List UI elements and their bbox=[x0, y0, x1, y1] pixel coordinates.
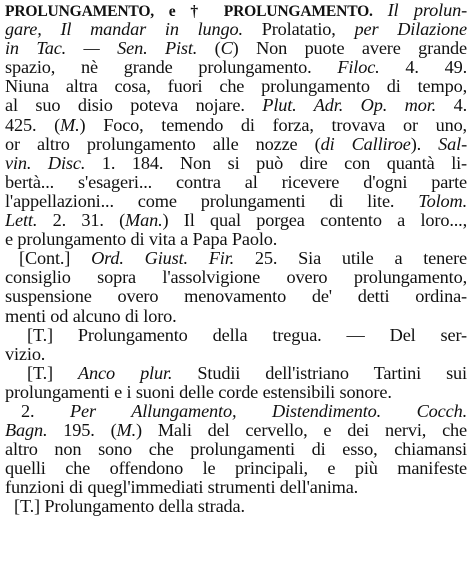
dictionary-entry bbox=[5, 1, 467, 517]
italic-text: in Tac. — Sen. Pist. bbox=[5, 39, 198, 59]
text-run: prolungamenti e i suoni delle corde estensibili sonore. bbox=[5, 382, 392, 402]
italic-text: M. bbox=[116, 421, 137, 441]
italic-text: Ord. Giust. Fir. bbox=[91, 249, 235, 269]
text-run: . bbox=[369, 3, 388, 20]
text-run: Niuna altra cosa, fuori che prolungamento di tempo, bbox=[5, 77, 467, 97]
italic-text: M. bbox=[60, 115, 80, 135]
text-run: [T.] Prolungamento della strada. bbox=[14, 497, 245, 517]
text-run: ( bbox=[197, 39, 221, 59]
italic-text: Bagn. bbox=[5, 421, 48, 441]
headword: PROLUNGAMENTO bbox=[223, 3, 370, 20]
text-line bbox=[5, 287, 467, 306]
text-line bbox=[5, 249, 467, 268]
text-run: ). bbox=[410, 134, 439, 154]
text-run: al suo disio poteva nojare. bbox=[5, 96, 263, 116]
italic-text: Lett. bbox=[5, 211, 38, 231]
text-line bbox=[5, 364, 467, 383]
text-line bbox=[5, 20, 467, 39]
text-run: [Cont.] bbox=[19, 249, 92, 269]
text-run: 25. Sia utile a tenere bbox=[234, 249, 467, 269]
text-line bbox=[5, 421, 467, 440]
text-run: Studii dell'istriano Tartini sui bbox=[172, 363, 467, 383]
text-run: vizio. bbox=[5, 344, 46, 364]
text-run: 2. 31. ( bbox=[37, 211, 126, 231]
text-line bbox=[5, 478, 467, 497]
italic-text: gare, Il mandar in lungo. bbox=[5, 20, 243, 40]
text-run: ) Foco, temendo di forza, trovava or uno, bbox=[79, 115, 467, 135]
text-run: menti od alcuno di loro. bbox=[5, 306, 177, 326]
text-line bbox=[5, 440, 467, 459]
text-run: altro non sono che prolungamenti di esso, chiamansi bbox=[5, 440, 467, 460]
text-line bbox=[5, 497, 467, 516]
text-run: ) Mali del cervello, e dei nervi, che bbox=[136, 421, 467, 441]
italic-text: per Dilazione bbox=[354, 20, 467, 40]
italic-text: di Calliroe bbox=[320, 134, 411, 154]
text-run: bertà... s'esageri... contra al ricevere d'ogni parte bbox=[5, 172, 467, 192]
text-run: e prolungamento di vita a Papa Paolo. bbox=[5, 230, 278, 250]
text-line bbox=[5, 173, 467, 192]
italic-text: C bbox=[220, 39, 233, 59]
text-run: funzioni di quegl'immediati strumenti dell'anima. bbox=[5, 478, 359, 498]
text-run: spazio, nè grande prolungamento. bbox=[5, 58, 338, 78]
text-run: 1. 184. Non si può dire con quantà li- bbox=[85, 153, 467, 173]
text-line bbox=[5, 211, 467, 230]
text-run: ) Il qual porgea contento a loro..., bbox=[162, 211, 467, 231]
text-line bbox=[5, 96, 467, 115]
text-line bbox=[5, 1, 467, 20]
text-line bbox=[5, 154, 467, 173]
text-line bbox=[5, 268, 467, 287]
text-run: 425. ( bbox=[5, 115, 61, 135]
headword: PROLUNGAMENTO bbox=[5, 3, 151, 20]
text-line bbox=[5, 39, 467, 58]
text-line bbox=[5, 135, 467, 154]
text-run: 4. 49. bbox=[379, 58, 467, 78]
text-line bbox=[5, 192, 467, 211]
text-run: or altro prolungamento alle nozze ( bbox=[5, 134, 321, 154]
text-line bbox=[5, 307, 467, 326]
text-run: ) Non puote avere grande bbox=[232, 39, 467, 59]
text-line bbox=[5, 459, 467, 478]
text-run: l'appellazioni... come prolungamenti di lite. bbox=[5, 191, 419, 211]
italic-text: vin. Disc. bbox=[5, 153, 86, 173]
text-run: consiglio sopra l'assolvigione overo prolungamento, bbox=[5, 268, 467, 288]
text-run: [T.] Prolungamento della tregua. — Del ser- bbox=[27, 325, 467, 345]
italic-text: Il prolun- bbox=[387, 1, 467, 20]
italic-text: Anco plur. bbox=[78, 363, 173, 383]
text-run: 4. bbox=[436, 96, 467, 116]
text-run: suspensione overo menovamento de' detti ordina- bbox=[5, 287, 467, 307]
text-line bbox=[5, 326, 467, 345]
italic-text: Tolom. bbox=[418, 191, 467, 211]
text-line bbox=[5, 58, 467, 77]
text-line bbox=[5, 345, 467, 364]
text-run: 2. bbox=[21, 401, 70, 421]
text-line bbox=[5, 116, 467, 135]
text-line bbox=[5, 402, 467, 421]
italic-text: Man. bbox=[125, 211, 163, 231]
text-run: Prolatatio, bbox=[242, 20, 355, 40]
text-run: , e † bbox=[150, 3, 224, 20]
italic-text: Plut. Adr. Op. mor. bbox=[262, 96, 437, 116]
text-run: 195. ( bbox=[47, 421, 117, 441]
italic-text: Filoc. bbox=[337, 58, 380, 78]
text-line bbox=[5, 77, 467, 96]
text-run: quelli che offendono le principali, e più manifeste bbox=[5, 459, 467, 479]
text-run: [T.] bbox=[27, 363, 79, 383]
italic-text: Sal- bbox=[438, 134, 467, 154]
text-line bbox=[5, 230, 467, 249]
text-line bbox=[5, 383, 467, 402]
italic-text: Per Allungamento, Distendimento. Cocch. bbox=[70, 401, 467, 421]
